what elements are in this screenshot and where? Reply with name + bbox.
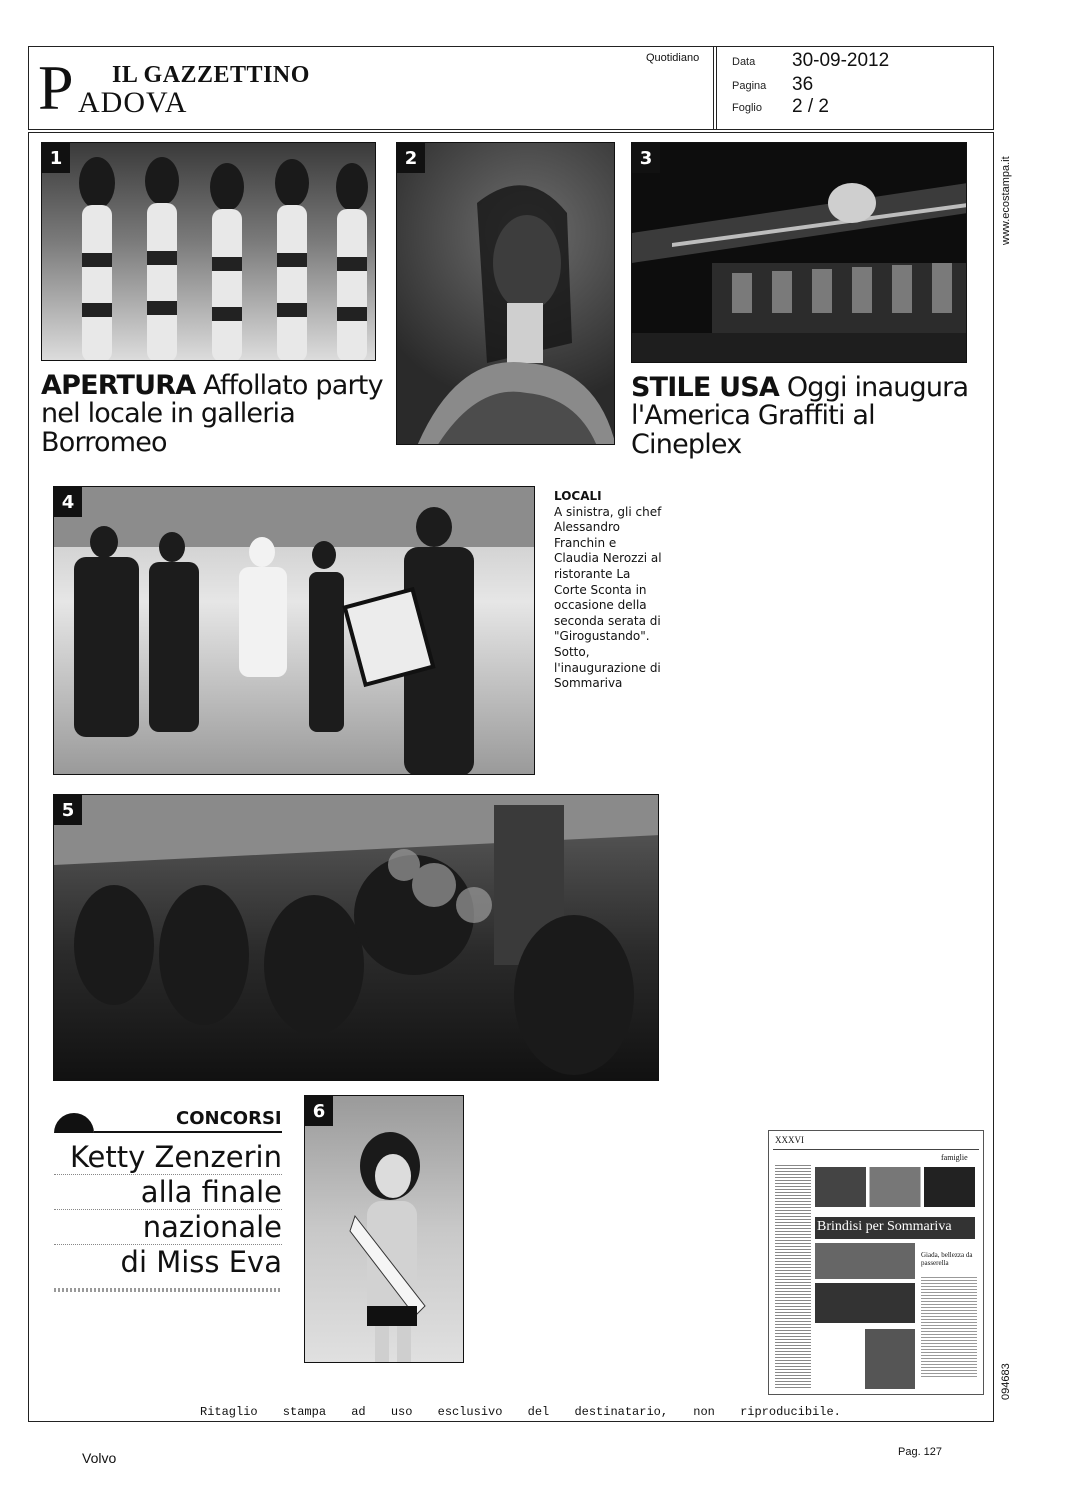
concorsi-title: CONCORSI (176, 1108, 282, 1129)
photo-1-bikini-girls (41, 142, 376, 361)
ketty-line-4: di Miss Eva (120, 1245, 282, 1279)
thumb-section: famiglie (941, 1153, 968, 1162)
caption-apertura-line1: Affollato party (203, 370, 383, 401)
meta-foglio-value: 2 / 2 (792, 96, 829, 117)
meta-foglio-label: Foglio (732, 102, 762, 114)
thumb-headline: Brindisi per Sommariva (817, 1219, 952, 1234)
locali-caption (554, 489, 662, 692)
photo-5-sommariva-inauguration (53, 794, 659, 1081)
locali-text: A sinistra, gli chef Alessandro Franchin e Claudia Nerozzi al ristorante La Corte Sconta in occasione della seconda serata di "Girogustando". Sotto, l'inaugurazione di Sommariva (554, 504, 662, 691)
thumb-masthead: XXXVI (775, 1135, 804, 1145)
code-vertical: 094683 (1000, 1363, 1012, 1400)
page-number: Pag. 127 (898, 1446, 943, 1458)
thumb-photos-row2 (815, 1243, 915, 1323)
ecostampa-vertical: www.ecostampa.it (1000, 156, 1012, 245)
footer-left-label: Volvo (82, 1450, 117, 1466)
caption-stile-usa (631, 374, 976, 459)
photo-1-number: 1 (42, 143, 70, 173)
photo-3-number: 3 (632, 143, 660, 173)
photo-3-illustration (632, 143, 967, 363)
concorsi-rule (94, 1131, 282, 1133)
photo-2-number: 2 (397, 143, 425, 173)
thumb-right-text (921, 1277, 977, 1377)
thumb-top-rule (773, 1149, 979, 1150)
photo-6-number: 6 (305, 1096, 333, 1126)
disclaimer-text: Ritaglio stampa ad uso esclusivo del destinatario, non riproducibile. (200, 1405, 841, 1419)
photo-1-illustration (42, 143, 376, 361)
ketty-line-1: Ketty Zenzerin (54, 1140, 282, 1175)
photo-6-miss-eva (304, 1095, 464, 1363)
photo-2-portrait (396, 142, 615, 445)
photo-5-illustration (54, 795, 659, 1081)
thumb-left-column (775, 1165, 811, 1389)
ketty-line-3: nazionale (54, 1210, 282, 1245)
logo-masthead: IL GAZZETTINO (112, 62, 310, 88)
caption-stile-keyword: STILE USA (631, 372, 780, 403)
logo-city: ADOVA (78, 86, 188, 119)
header-divider-1 (713, 46, 717, 130)
ketty-line-2: alla finale (54, 1175, 282, 1210)
quotidiano-label: Quotidiano (646, 52, 700, 64)
photo-4-illustration (54, 487, 535, 775)
caption-apertura-line2: nel locale in galleria Borromeo (41, 398, 295, 458)
photo-5-number: 5 (54, 795, 82, 825)
caption-stile-line1: Oggi inaugura (786, 372, 969, 403)
photo-4-chefs (53, 486, 535, 775)
locali-heading: LOCALI (554, 489, 602, 503)
meta-data-label: Data (732, 56, 756, 68)
caption-apertura-keyword: APERTURA (41, 370, 196, 401)
photo-6-illustration (305, 1096, 464, 1363)
thumb-subhead: Giada, bellezza da passerella (921, 1251, 973, 1268)
photo-3-restaurant-exterior (631, 142, 967, 363)
thumb-photos-row3 (815, 1329, 915, 1389)
page-thumbnail (768, 1130, 984, 1395)
logo-initial: P (38, 52, 74, 123)
caption-stile-line2: l'America Graffiti al Cineplex (631, 400, 875, 460)
photo-4-number: 4 (54, 487, 82, 517)
caption-apertura (41, 372, 386, 457)
meta-pagina-label: Pagina (732, 80, 767, 92)
photo-2-illustration (397, 143, 615, 445)
thumb-photos-row1 (815, 1167, 975, 1207)
meta-data-value: 30-09-2012 (792, 50, 890, 71)
concorsi-bottom-rule (54, 1288, 282, 1292)
meta-pagina-value: 36 (792, 74, 814, 95)
